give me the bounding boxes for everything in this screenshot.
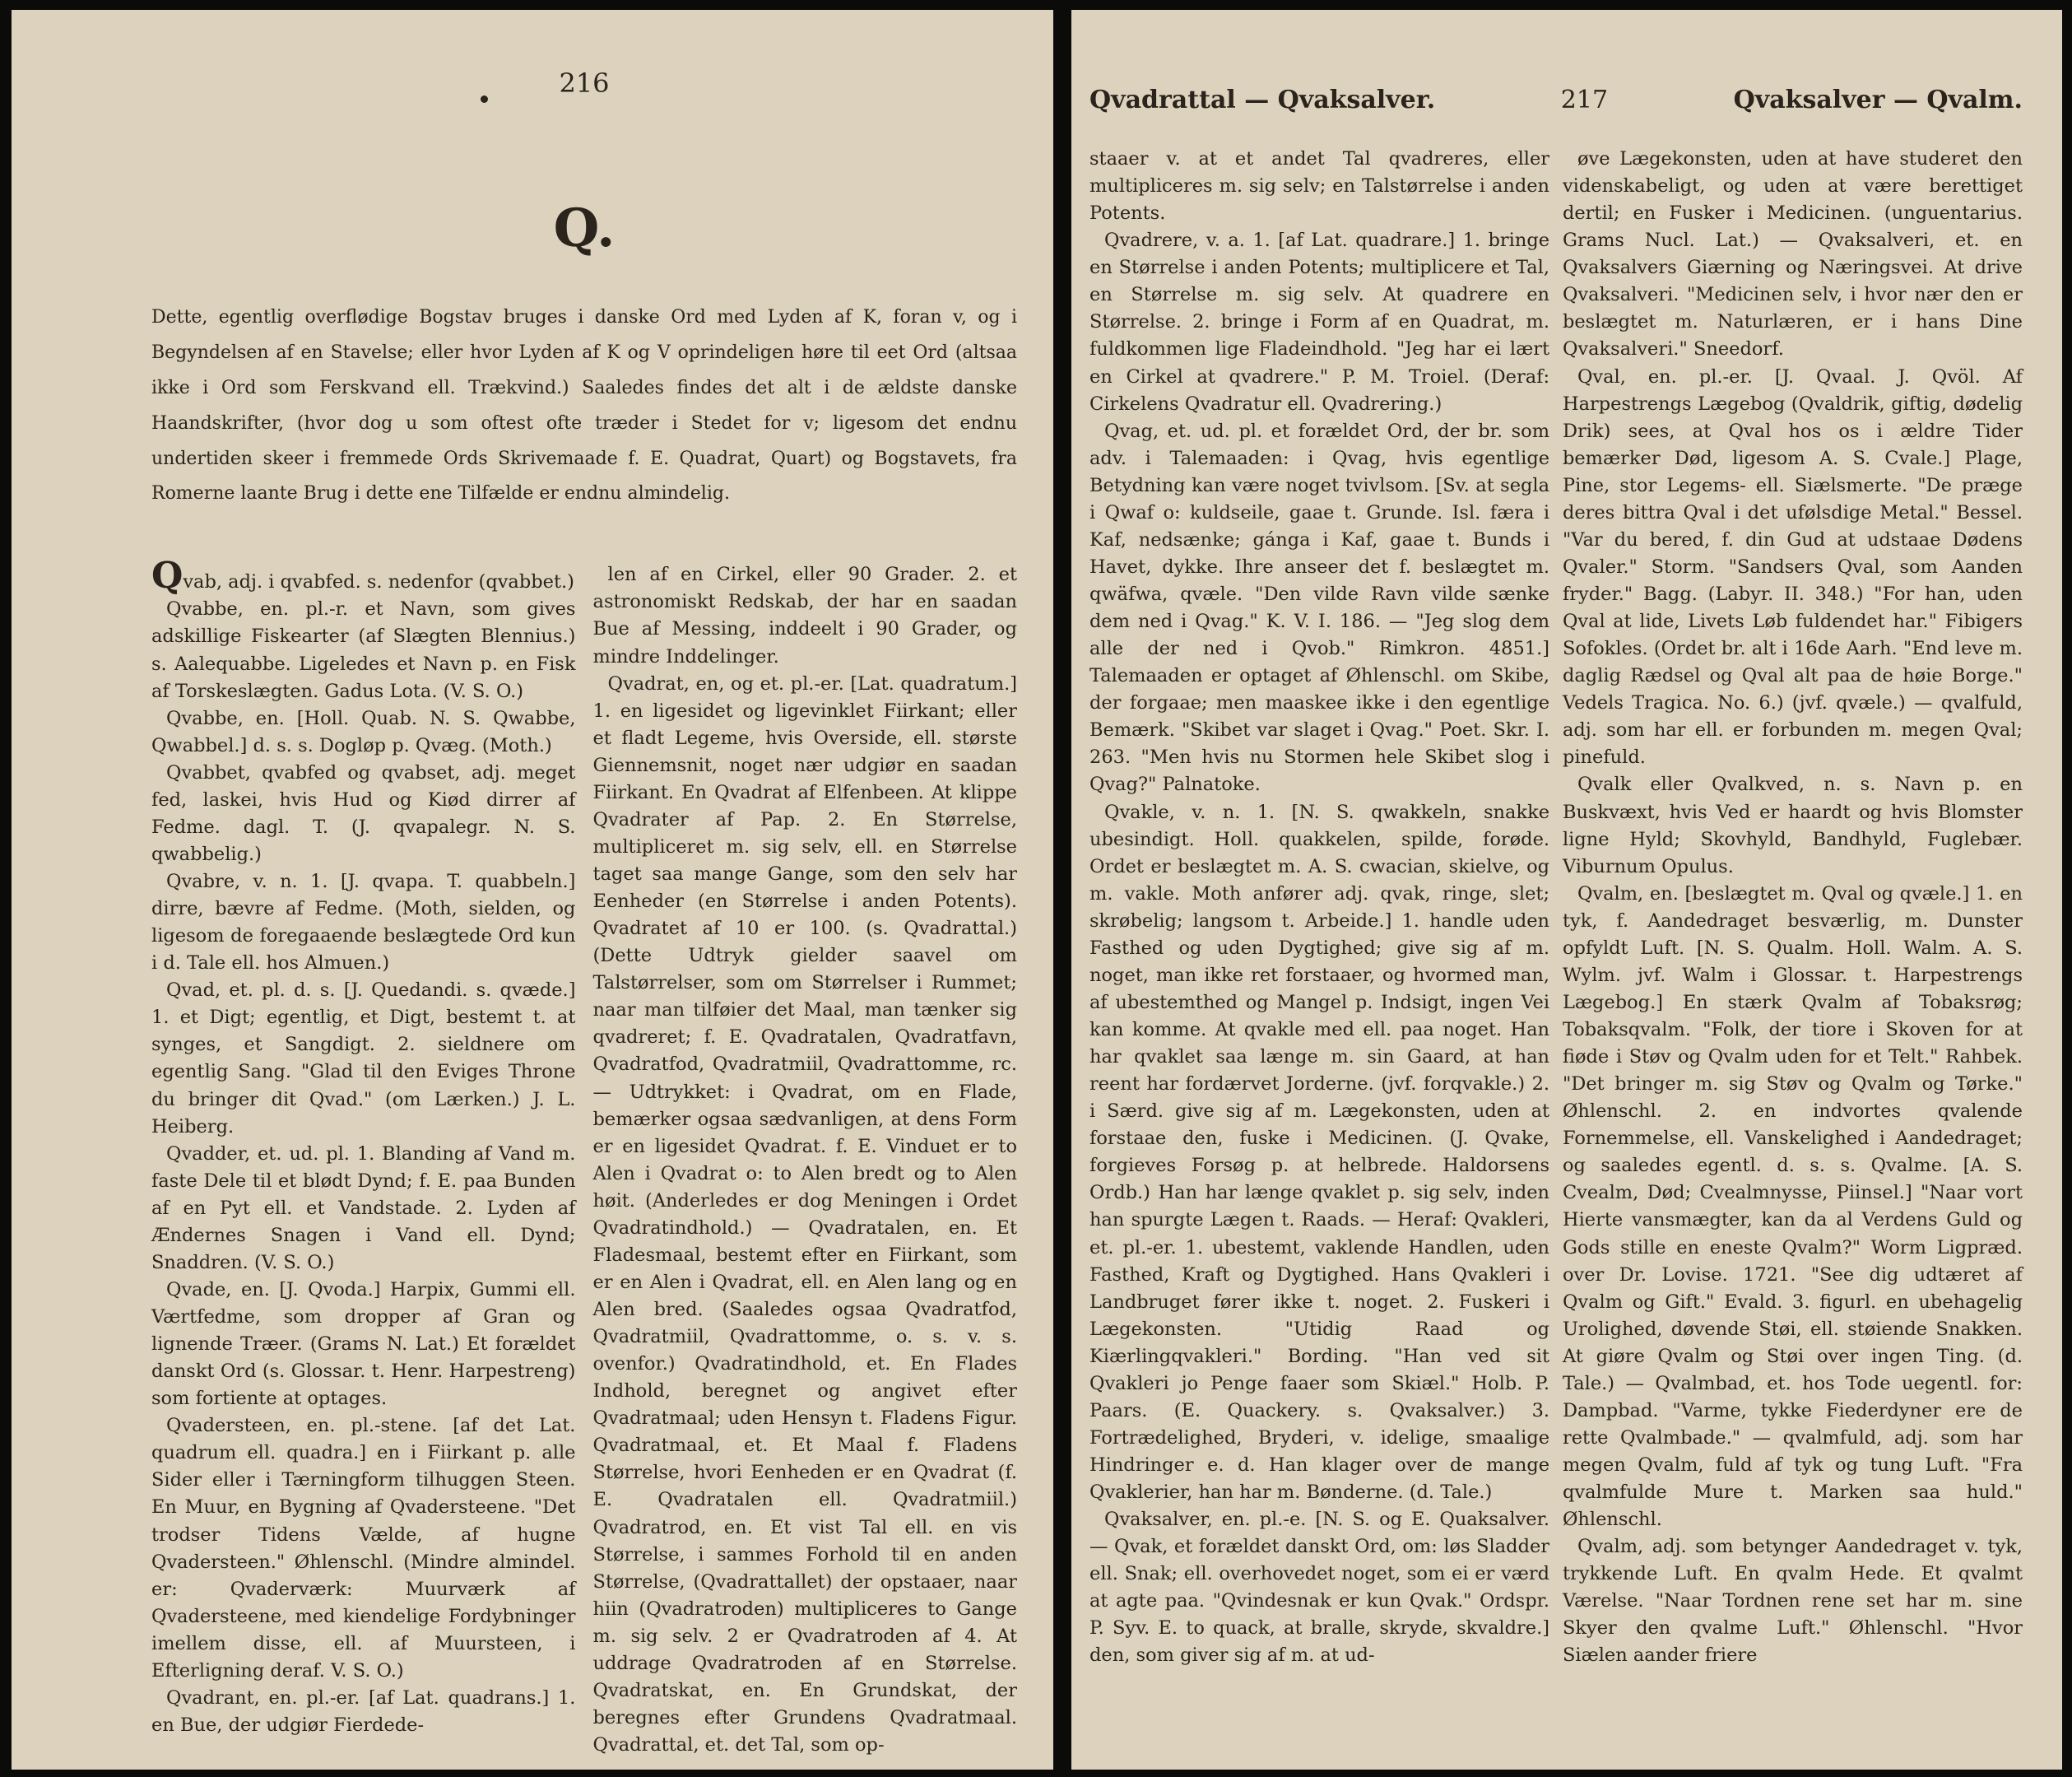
right-column-2: [1563, 146, 2023, 1670]
entry-text: staaer v. at et andet Tal qvadreres, eller multipliceres m. sig selv; en Talstørrelse i anden Potents.: [1089, 148, 1550, 225]
entry-text: Qvabbe, en. pl.-r. et Navn, som gives adskillige Fiskearter (af Slægten Blennius.) s. Aalequabbe. Ligeledes et Navn p. en Fisk af Torskeslægten. Gadus Lota. (V. S. O.): [151, 598, 576, 702]
dictionary-entry: [151, 977, 575, 1140]
drop-initial: Q: [151, 555, 184, 598]
dictionary-entry: [1089, 1506, 1549, 1669]
entry-text: len af en Cirkel, eller 90 Grader. 2. et astronomiskt Redskab, der har en saadan Bue af Messing, inddeelt i 90 Grader, og mindre Inddelinger.: [592, 564, 1017, 668]
left-column-2: [593, 561, 1017, 1759]
entry-text: Qvabbe, en. [Holl. Quab. N. S. Qwabbe, Qwabbel.] d. s. s. Dogløp p. Qvæg. (Moth.): [151, 707, 576, 756]
entry-text: Qvag, et. ud. pl. et forældet Ord, der br. som adv. i Talemaaden: i Qvag, hvis egentlige Betydning kan være noget tvivlsom. [Sv. at segla i Qwaf o: kuldseile, gaae t. Grunde. Isl. færa i Kaf, nedsænke; gánga i Kaf, gaae t. Bunds i Havet, dykke. Ihre anseer det f. beslægtet m. qwäfwa, qvæle. "Den vilde Ravn vilde sænke dem ned i Qvag." K. V. I. 186. — "Jeg slog dem alle der ned i Qvob." Rimkron. 4851.] Talemaaden er optaget af Øhlenschl. om Skibe, der forgaae; men maaskee ikke i den egentlige Bemærk. "Skibet var slaget i Qvag." Poet. Skr. I. 263. "Men hvis nu Stormen hele Skibet slog i Qvag?" Palnatoke.: [1089, 420, 1550, 796]
right-columns: [1089, 146, 2023, 1670]
bullet-dot: [481, 95, 488, 103]
entry-text: Qvalm, adj. som betynger Aandedraget v. tyk, trykkende Luft. En qvalm Hede. Et qvalmt Værelse. "Naar Tordnen rene set har m. sine Skyer den qvalme Luft." Øhlenschl. "Hvor Siælen aander friere: [1562, 1536, 2023, 1667]
page-number: 217: [1560, 86, 1609, 114]
dictionary-entry: [1089, 227, 1549, 417]
dictionary-entry: [151, 705, 575, 760]
dictionary-entry: [1563, 146, 2023, 364]
entry-text: Qvadrere, v. a. 1. [af Lat. quadrare.] 1. bringe en Størrelse i anden Potents; multiplicere et Tal, en Størrelse m. sig selv. At quadrere en Størrelse. 2. bringe i Form af en Quadrat, m. fuldkommen lige Fladeindhold. "Jeg har ei lært en Cirkel at qvadrere." P. M. Troiel. (Deraf: Cirkelens Qvadratur ell. Qvadrering.): [1089, 230, 1550, 415]
left-columns: [151, 555, 1017, 1759]
page-number: 216: [559, 67, 610, 99]
dictionary-entry: [1563, 364, 2023, 772]
dictionary-entry: [151, 760, 575, 868]
dictionary-entry: [1089, 799, 1549, 1507]
dictionary-entry: [151, 1141, 575, 1277]
right-column-1: [1089, 146, 1549, 1670]
entry-text: øve Lægekonsten, uden at have studeret den videnskabeligt, og uden at være berettiget dertil; en Fusker i Medicinen. (unguentarius. Grams Nucl. Lat.) — Qvaksalveri, et. en Qvaksalvers Giærning og Næringsvei. At drive Qvaksalveri. "Medicinen selv, i hvor nær den er beslægtet m. Naturlæren, er i hans Dine Qvaksalveri." Sneedorf.: [1562, 148, 2023, 361]
dictionary-entry: [593, 561, 1017, 670]
entry-text: Qvalm, en. [beslægtet m. Qval og qvæle.] 1. en tyk, f. Aandedraget besværlig, m. Dunster opfyldt Luft. [N. S. Qualm. Holl. Walm. A. S. Wylm. jvf. Walm i Glossar. t. Harpestrengs Lægebog.] En stærk Qvalm af Tobaksrøg; Tobaksqvalm. "Folk, der tiore i Skoven for at fiøde i Støv og Qvalm uden for et Telt." Rahbek. "Det bringer m. sig Støv og Qvalm og Tørke." Øhlenschl. 2. en indvortes qvalende Fornemmelse, ell. Vanskelighed i Aandedraget; og saaledes egentl. d. s. s. Qvalme. [A. S. Cvealm, Død; Cvealmnysse, Piinsel.] "Naar vort Hierte vansmægter, kan da al Verdens Guld og Gods stille en eneste Qvalm?" Worm Ligpræd. over Dr. Lovise. 1721. "See dig udtæret af Qvalm og Gift." Evald. 3. figurl. en ubehagelig Urolighed, døvende Støi, ell. støiende Snakken. At giøre Qvalm og Støi over ingen Ting. (d. Tale.) — Qvalmbad, et. hos Tode uegentl. for: Dampbad. "Varme, tykke Fiederdyner ere de rette Qvalmbade." — qvalmfuld, adj. som har megen Qvalm, fuld af tyk og tung Luft. "Fra qvalmfulde Mure t. Marken saa huld." Øhlenschl.: [1562, 882, 2023, 1531]
entry-text: Qvadrat, en, og et. pl.-er. [Lat. quadratum.] 1. en ligesidet og ligevinklet Fiirkant; eller et fladt Legeme, hvis Overside, ell. største Giennemsnit, noget nær udgiør en saadan Fiirkant. En Qvadrat af Elfenbeen. At klippe Qvadrater af Pap. 2. En Størrelse, multipliceret m. sig selv, ell. en Størrelse taget saa mange Gange, som den selv har Eenheder (en Størrelse i anden Potents). Qvadratet af 10 er 100. (s. Qvadrattal.) (Dette Udtryk gielder saavel om Talstørrelser, som om Størrelser i Rummet; naar man tilføier det Maal, man tænker sig qvadreret; f. E. Qvadratalen, Qvadratfavn, Qvadratfod, Qvadratmiil, Qvadrattomme, rc. — Udtrykket: i Qvadrat, om en Flade, bemærker ogsaa sædvanligen, at dens Form er en ligesidet Qvadrat. f. E. Vinduet er to Alen i Qvadrat o: to Alen bredt og to Alen høit. (Anderledes er dog Meningen i Ordet Qvadratindhold.) — Qvadratalen, en. Et Fladesmaal, bestemt efter en Fiirkant, som er en Alen i Qvadrat, ell. en Alen lang og en Alen bred. (Saaledes ogsaa Qvadratfod, Qvadratmiil, Qvadrattomme, o. s. v. s. ovenfor.) Qvadratindhold, et. En Flades Indhold, beregnet og angivet efter Qvadratmaal; uden Hensyn t. Fladens Figur. Qvadratmaal, et. Et Maal f. Fladens Størrelse, hvori Eenheden er en Qvadrat (f. E. Qvadratalen ell. Qvadratmiil.) Qvadratrod, en. Et vist Tal ell. en vis Størrelse, i sammes Forhold til en anden Størrelse, (Qvadrattallet) der opstaaer, naar hiin (Qvadratroden) multipliceres to Gange m. sig selv. 2 er Qvadratroden af 4. At uddrage Qvadratroden af en Størrelse. Qvadratskat, en. En Grundskat, der beregnes efter Grundens Qvadratmaal. Qvadrattal, et. det Tal, som op-: [592, 672, 1017, 1756]
entry-text: Qvaksalver, en. pl.-e. [N. S. og E. Quaksalver. — Qvak, et forældet danskt Ord, om: løs Sladder ell. Snak; ell. overhovedet noget, som ei er værd at agte paa. "Qvindesnak er kun Qvak." Ordspr. P. Syv. E. to quack, at bralle, skryde, skvaldre.] den, som giver sig af m. at ud-: [1089, 1509, 1550, 1667]
dictionary-entry: [1563, 1533, 2023, 1669]
intro-paragraph: Dette, egentlig overflødige Bogstav bruges i danske Ord med Lyden af K, foran v, og i Begyndelsen af en Stavelse; eller hvor Lyden af K og V oprindeligen høre til eet Ord (altsaa ikke i Ord som Ferskvand ell. Trækvind.) Saaledes findes det alt i de ældste danske Haandskrifter, (hvor dog u som oftest ofte træder i Stedet for v; ligesom det endnu undertiden skeer i fremmede Ords Skrivemaade f. E. Quadrat, Quart) og Bogstavets, fra Romerne laante Brug i dette ene Tilfælde er endnu almindelig.: [151, 307, 1017, 505]
entry-text: Qvadersteen, en. pl.-stene. [af det Lat. quadrum ell. quadra.] en i Fiirkant p. alle Sider eller i Tærningform tilhuggen Steen. En Muur, en Bygning af Qvadersteene. "Det trodser Tidens Vælde, af hugne Qvadersteen." Øhlenschl. (Mindre almindel. er: Qvaderværk: Muurværk af Qvadersteene, med kiendelige Fordybninger imellem disse, ell. af Muursteen, i Efterligning deraf. V. S. O.): [151, 1415, 576, 1682]
dictionary-entry: [151, 555, 575, 598]
header-right: Qvaksalver — Qvalm.: [1733, 86, 2023, 114]
dictionary-entry: [151, 1685, 575, 1739]
left-page: [12, 10, 1053, 1770]
entry-text: Qvad, et. pl. d. s. [J. Quedandi. s. qvæde.] 1. et Digt; egentlig, et Digt, bestemt t. at synges, et Sangdigt. 2. sieldnere om egentlig Sang. "Glad til den Eviges Throne du bringer dit Qvad." (om Lærken.) J. L. Heiberg.: [151, 979, 576, 1137]
running-header: [1089, 86, 2023, 114]
entry-text: Qvalk eller Qvalkved, n. s. Navn p. en Buskvæxt, hvis Ved er haardt og hvis Blomster ligne Hyld; Skovhyld, Bandhyld, Fuglebær. Viburnum Opulus.: [1562, 774, 2023, 877]
dictionary-entry: [593, 671, 1017, 1760]
entry-text: Qvadrant, en. pl.-er. [af Lat. quadrans.] 1. en Bue, der udgiør Fierdede-: [151, 1686, 576, 1736]
entry-text: Qvabbet, qvabfed og qvabset, adj. meget fed, laskei, hvis Hud og Kiød dirrer af Fedme. dagl. T. (J. qvapalegr. N. S. qwabbelig.): [151, 761, 576, 865]
dictionary-entry: [1563, 881, 2023, 1534]
dictionary-entry: [1089, 146, 1549, 227]
left-column-1: [151, 555, 576, 1759]
entry-text: Qvabre, v. n. 1. [J. qvapa. T. quabbeln.] dirre, bævre af Fedme. (Moth, sielden, og ligesom de foregaaende beslægtede Ord kun i d. Tale ell. hos Almuen.): [151, 871, 576, 975]
entry-text: Qvakle, v. n. 1. [N. S. qwakkeln, snakke ubesindigt. Holl. quakkelen, spilde, forøde. Ordet er beslægtet m. A. S. cwacian, skielve, og m. vakle. Moth anfører adj. qvak, ringe, slet; skrøbelig; langsom t. Arbeide.] 1. handle uden Fasthed og uden Dygtighed; give sig af m. noget, man ikke ret forstaaer, og hvormed man, af ubestemthed og Mangel p. Indsigt, ingen Vei kan komme. At qvakle med ell. paa noget. Han har qvaklet saa længe m. sin Gaard, at han reent har fordærvet Jorderne. (jvf. forqvakle.) 2. i Særd. give sig af m. Lægekonsten, uden at forstaae den, fuske i Medicinen. (J. Qvake, forgieves Forsøg p. at helbrede. Haldorsens Ordb.) Han har længe qvaklet p. sig selv, inden han spurgte Lægen t. Raads. — Heraf: Qvakleri, et. pl.-er. 1. ubestemt, vaklende Handlen, uden Fasthed, Kraft og Dygtighed. Hans Qvakleri i Landbruget fører ikke t. noget. 2. Fuskeri i Lægekonsten. "Utidig Raad og Kiærlingqvakleri." Bording. "Han ved sit Qvakleri jo Penge faaer som Skiæl." Holb. P. Paars. (E. Quackery. s. Qvaksalver.) 3. Fortrædelighed, Bryderi, v. idelige, smaalige Hindringer e. d. Han klager over de mange Qvaklerier, han har m. Bønderne. (d. Tale.): [1089, 801, 1550, 1504]
entry-text: Qval, en. pl.-er. [J. Qvaal. J. Qvöl. Af Harpestrengs Lægebog (Qvaldrik, giftig, dødelig Drik) sees, at Qval hos os i ældre Tider bemærker Død, ligesom A. S. Cvale.] Plage, Pine, stor Legems- ell. Siælsmerte. "De præge deres bittra Qval i det ufølsdige Metal." Bessel. "Var du bered, f. din Gud at udstaae Dødens Qvaler." Storm. "Sandsers Qval, som Aanden fryder." Bagg. (Labyr. II. 348.) "For han, uden Qval at lide, Livets Løb fuldendet har." Fibigers Sofokles. (Ordet br. alt i 16de Aarh. "End leve m. daglig Rædsel og Qval alt paa de høie Borge." Vedels Tragica. No. 6.) (jvf. qvæle.) — qvalfuld, adj. som har ell. er forbunden m. megen Qval; pinefuld.: [1562, 365, 2023, 769]
dictionary-entry: [1563, 771, 2023, 880]
section-letter: Q.: [553, 198, 616, 259]
dictionary-entry: [1089, 418, 1549, 799]
right-page: [1071, 10, 2062, 1770]
dictionary-entry: [151, 868, 575, 977]
dictionary-entry: [151, 1412, 575, 1685]
entry-text: Qvade, en. [J. Qvoda.] Harpix, Gummi ell. Værtfedme, som dropper af Gran og lignende Træer. (Grams N. Lat.) Et forældet danskt Ord (s. Glossar. t. Henr. Harpestreng) som fortiente at optages.: [151, 1278, 576, 1410]
header-left: Qvadrattal — Qvaksalver.: [1089, 86, 1436, 114]
dictionary-entry: [151, 1277, 575, 1412]
entry-text: Qvadder, et. ud. pl. 1. Blanding af Vand m. faste Dele til et blødt Dynd; f. E. paa Bunden af en Pyt ell. et Vandstade. 2. Lyden af Ændernes Snagen i Vand ell. Dynd; Snaddren. (V. S. O.): [151, 1142, 576, 1273]
entry-text: vab, adj. i qvabfed. s. nedenfor (qvabbet.): [183, 571, 574, 593]
dictionary-entry: [151, 596, 575, 705]
